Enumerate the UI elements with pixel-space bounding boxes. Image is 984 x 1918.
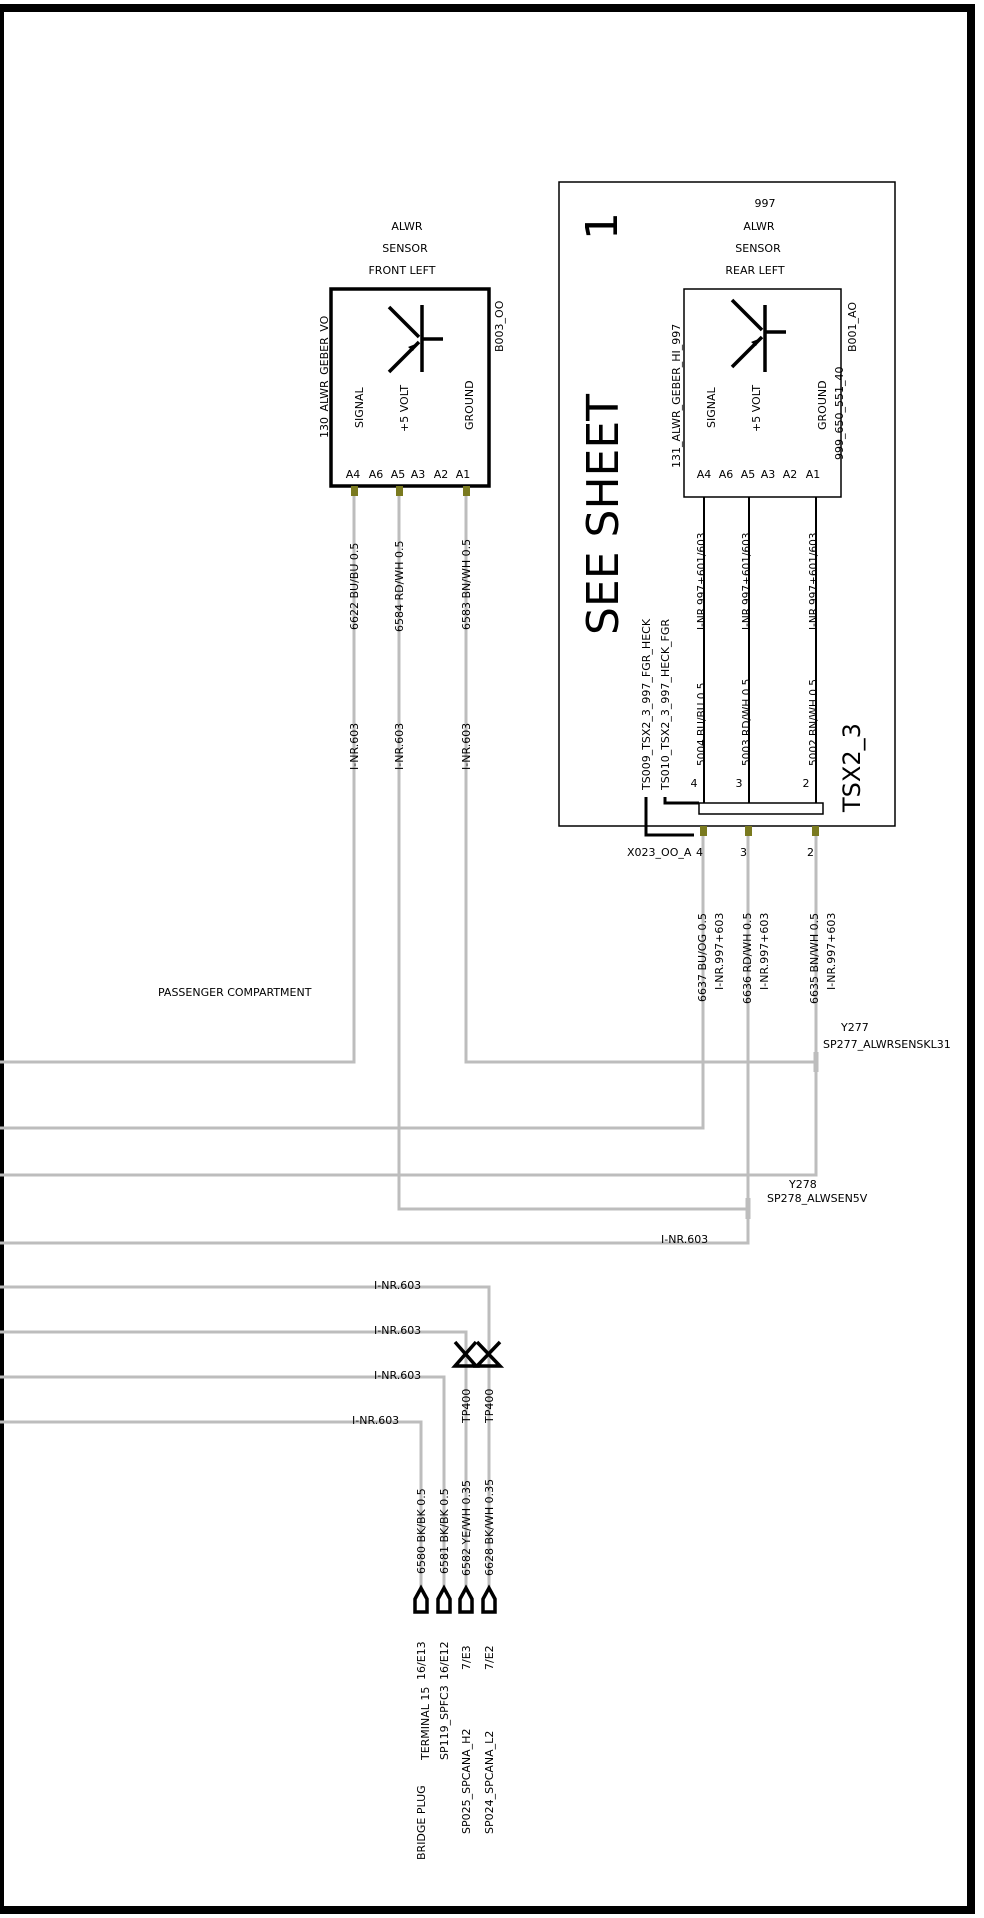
inr-label: I-NR.603: [374, 1324, 422, 1337]
pin-terminal: [351, 486, 358, 496]
splice-y278-id: Y278: [789, 1178, 817, 1191]
sensor-symbol: [389, 305, 443, 372]
ts010-bracket: [665, 797, 699, 803]
wire-group: [0, 490, 816, 1588]
wire-6581: [0, 1377, 444, 1588]
front-volt-label: +5 VOLT: [398, 384, 411, 432]
wire-6622: [0, 490, 354, 1062]
bottom-location: 16/E13: [415, 1641, 428, 1680]
front-sensor-ref: 130_ALWR_GEBER_VO: [318, 315, 331, 438]
rear-pin: A1: [805, 468, 821, 481]
bottom-location: 7/E3: [460, 1645, 473, 1670]
rear-sensor-name-2: SENSOR: [735, 242, 781, 255]
bottom-dest: SP024_SPCANA_L2: [483, 1730, 496, 1834]
rear-ground-label: GROUND: [816, 380, 829, 430]
wire-6637: [0, 830, 703, 1128]
front-pin: A3: [410, 468, 426, 481]
connector-out-inr: I-NR.997+603: [825, 912, 838, 990]
connector-bar: [699, 803, 823, 814]
connector-ts009: TS009_TSX2_3_997_FGR_HECK: [640, 618, 653, 790]
terminal-symbols: [415, 1588, 495, 1612]
front-sensor-name-2: SENSOR: [382, 242, 428, 255]
see-sheet-number: 1: [577, 212, 628, 240]
front-signal-label: SIGNAL: [353, 387, 366, 428]
front-inr-label: I-NR.603: [393, 722, 406, 770]
bottom-wire-label: 6628 BK/WH 0.35: [483, 1478, 496, 1576]
rear-pin: A3: [760, 468, 776, 481]
bottom-wire-label: 6580 BK/BK 0.5: [415, 1488, 428, 1574]
bottom-dest: BRIDGE PLUG: [415, 1785, 428, 1860]
tp400-label: TP400: [460, 1388, 473, 1423]
front-pin: A1: [455, 468, 471, 481]
see-sheet-box: [559, 182, 895, 826]
sensor-symbol: [732, 300, 786, 372]
pin-terminal: [396, 486, 403, 496]
tp400-label: TP400: [483, 1388, 496, 1423]
rear-pin: A2: [782, 468, 798, 481]
connector-out-wire: 6635 BN/WH 0.5: [808, 912, 821, 1004]
bottom-wire-label: 6581 BK/BK 0.5: [438, 1488, 451, 1574]
splice-y277-name: SP277_ALWRSENSKL31: [823, 1038, 951, 1051]
front-inr-label: I-NR.603: [348, 722, 361, 770]
rear-conn-pin: 3: [735, 777, 743, 790]
rear-sensor-name-1: ALWR: [743, 220, 775, 233]
front-ground-label: GROUND: [463, 380, 476, 430]
bottom-dest: SP025_SPCANA_H2: [460, 1728, 473, 1834]
pin-terminal: [812, 826, 819, 836]
rear-sensor-ref: 131_ALWR_GEBER_HI_997: [670, 323, 683, 468]
connector-out-inr: I-NR.997+603: [713, 912, 726, 990]
pin-terminal: [700, 826, 707, 836]
wire-6636: [0, 830, 748, 1243]
inr-label: I-NR.603: [661, 1233, 709, 1246]
front-sensor-name-1: ALWR: [391, 220, 423, 233]
rear-sensor-part: 999_650_551_40: [833, 366, 846, 460]
rear-conn-pin: 4: [690, 777, 698, 790]
rear-inner-inr: I-NR.997+601/603: [808, 532, 820, 630]
bottom-wire-label: 6582 YE/WH 0.35: [460, 1479, 473, 1576]
connector-out-pin: 4: [696, 846, 703, 859]
rear-pin: A5: [740, 468, 756, 481]
rear-inner-inr: I-NR.997+601/603: [741, 532, 753, 630]
front-pin: A5: [390, 468, 406, 481]
rear-volt-label: +5 VOLT: [750, 384, 763, 432]
connector-ts010: TS010_TSX2_3_997_HECK_FGR: [659, 618, 672, 790]
front-pin: A2: [433, 468, 449, 481]
connector-out-wire: 6636 RD/WH 0.5: [741, 912, 754, 1004]
inr-label: I-NR.603: [374, 1279, 422, 1292]
connector-out-wire: 6637 BU/OG 0.5: [696, 913, 709, 1002]
rear-pin: A6: [718, 468, 734, 481]
wire-6635: [0, 830, 816, 1175]
see-sheet-title: SEE SHEET: [578, 393, 629, 635]
connector-out-pin: 2: [807, 846, 814, 859]
front-inr-label: I-NR.603: [460, 722, 473, 770]
bottom-dest: SP119_SPFC3: [438, 1685, 451, 1760]
rear-sensor-num: 997: [754, 197, 776, 210]
front-pin: A4: [345, 468, 361, 481]
rear-inner-wire-label: 5003 RD/WH 0.5: [741, 678, 753, 766]
twisted-pair-symbol: [455, 1342, 500, 1366]
front-wire-label: 6584 RD/WH 0.5: [393, 540, 406, 632]
rear-inner-inr: I-NR.997+601/603: [696, 532, 708, 630]
front-sensor-name-3: FRONT LEFT: [368, 264, 436, 277]
bottom-dest: TERMINAL 15: [419, 1686, 432, 1760]
splice-y277-id: Y277: [841, 1021, 869, 1034]
rear-sensor-name-3: REAR LEFT: [725, 264, 785, 277]
inr-label: I-NR.603: [374, 1369, 422, 1382]
rear-pin: A4: [696, 468, 712, 481]
pin-terminal: [745, 826, 752, 836]
pin-terminal: [463, 486, 470, 496]
front-pin: A6: [368, 468, 384, 481]
connector-out-pin: 3: [740, 846, 747, 859]
bottom-location: 7/E2: [483, 1645, 496, 1670]
x023-label: X023_OO_A: [627, 846, 692, 859]
rear-sensor-code: B001_AO: [846, 301, 859, 352]
bottom-location: 16/E12: [438, 1641, 451, 1680]
inr-label: I-NR.603: [352, 1414, 400, 1427]
front-sensor: [318, 220, 506, 770]
connector-name: TSX2_3: [838, 723, 866, 812]
rear-inner-wire-label: 5004 BU/BU 0.5: [696, 682, 708, 766]
splice-y278-name: SP278_ALWSEN5V: [767, 1192, 868, 1205]
connector-out-inr: I-NR.997+603: [758, 912, 771, 990]
passenger-compartment-label: PASSENGER COMPARTMENT: [158, 986, 312, 999]
front-wire-label: 6583 BN/WH 0.5: [460, 538, 473, 630]
wire-6580: [0, 1422, 421, 1588]
front-wire-label: 6622 BU/BU 0.5: [348, 542, 361, 630]
rear-signal-label: SIGNAL: [705, 387, 718, 428]
rear-inner-wire-label: 5002 BN/WH 0.5: [808, 679, 820, 766]
front-sensor-code: B003_OO: [493, 300, 506, 352]
rear-conn-pin: 2: [802, 777, 810, 790]
